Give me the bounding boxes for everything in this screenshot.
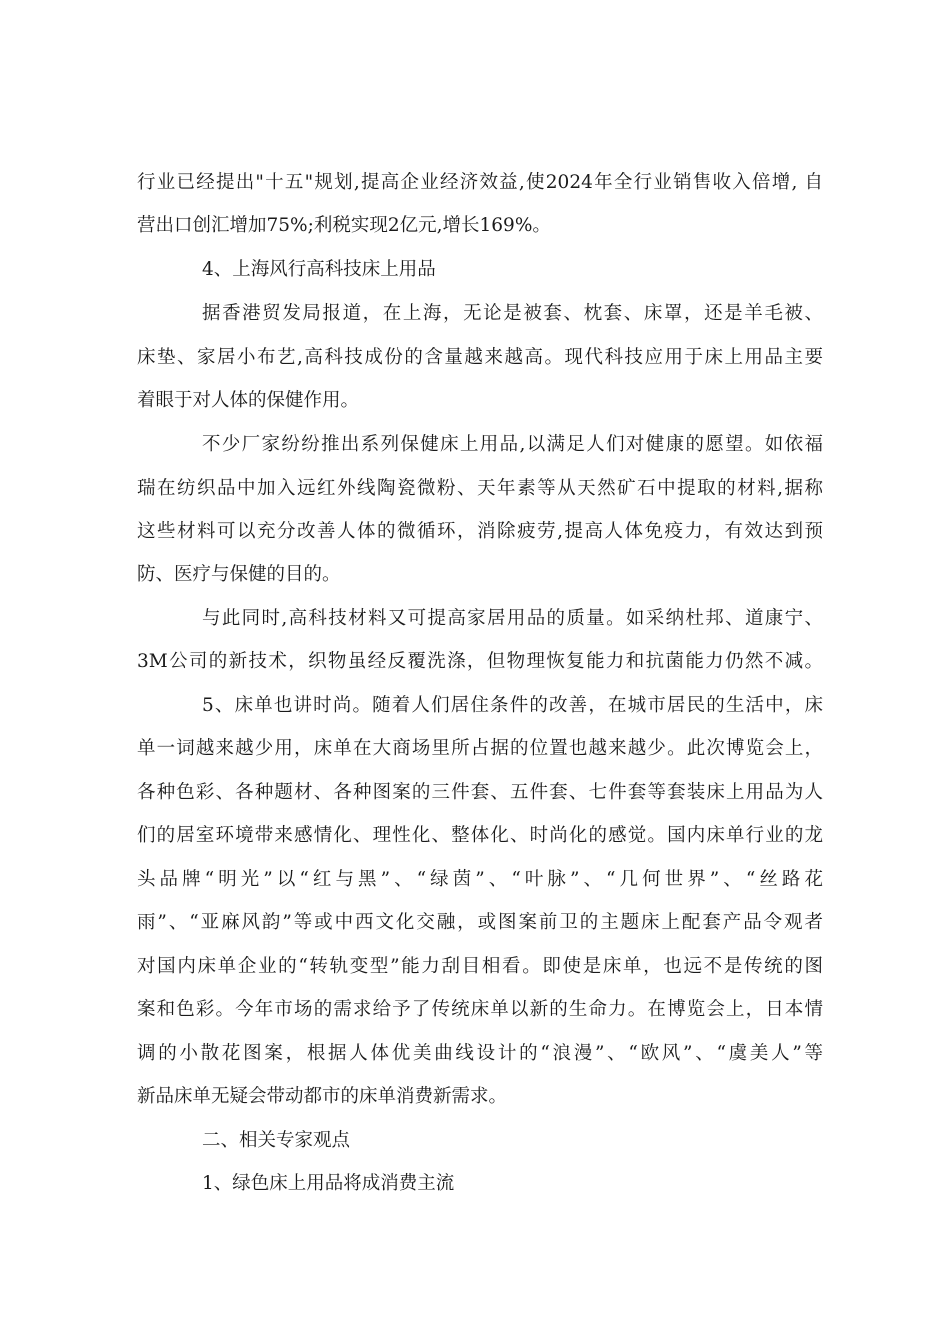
body-text-line: 营出口创汇增加75%;利税实现2亿元,增长169%。 [137,215,551,236]
body-text-line: 们的居室环境带来感情化、理性化、整体化、时尚化的感觉。国内床单行业的龙 [137,825,823,846]
body-text-line: 不少厂家纷纷推出系列保健床上用品,以满足人们对健康的愿望。如依福 [202,434,823,455]
body-text-line: 头品牌“明光”以“红与黑”、“绿茵”、“叶脉”、“几何世界”、“丝路花 [137,869,823,890]
body-text-line: 案和色彩。今年市场的需求给予了传统床单以新的生命力。在博览会上，日本情 [137,999,823,1020]
body-text-line: 床垫、家居小布艺,高科技成份的含量越来越高。现代科技应用于床上用品主要 [137,347,823,368]
body-text-line: 这些材料可以充分改善人体的微循环，消除疲劳,提高人体免疫力，有效达到预 [137,521,823,542]
body-text-line: 3M公司的新技术，织物虽经反覆洗涤，但物理恢复能力和抗菌能力仍然不减。 [137,651,823,672]
body-text-line: 各种色彩、各种题材、各种图案的三件套、五件套、七件套等套装床上用品为人 [137,782,823,803]
body-text-line: 5、床单也讲时尚。随着人们居住条件的改善，在城市居民的生活中，床 [202,695,823,716]
body-text-line: 防、医疗与保健的目的。 [137,564,341,585]
body-text-line: 对国内床单企业的“转轨变型”能力刮目相看。即使是床单，也远不是传统的图 [137,956,823,977]
section-heading: 4、上海风行高科技床上用品 [202,259,436,280]
body-text-line: 单一词越来越少用，床单在大商场里所占据的位置也越来越少。此次博览会上， [137,738,823,759]
section-heading: 二、相关专家观点 [202,1130,351,1151]
body-text-line: 瑞在纺织品中加入远红外线陶瓷微粉、天年素等从天然矿石中提取的材料,据称 [137,478,823,499]
body-text-line: 行业已经提出"十五"规划,提高企业经济效益,使2024年全行业销售收入倍增, 自 [137,172,823,193]
body-text-line: 与此同时,高科技材料又可提高家居用品的质量。如采纳杜邦、道康宁、 [202,608,823,629]
body-text-line: 着眼于对人体的保健作用。 [137,390,360,411]
body-text-line: 调的小散花图案，根据人体优美曲线设计的“浪漫”、“欧风”、“虞美人”等 [137,1043,823,1064]
body-text-line: 据香港贸发局报道，在上海，无论是被套、枕套、床罩，还是羊毛被、 [202,303,823,324]
subsection-heading: 1、绿色床上用品将成消费主流 [202,1173,455,1194]
body-text-line: 新品床单无疑会带动都市的床单消费新需求。 [137,1086,508,1107]
body-text-line: 雨”、“亚麻风韵”等或中西文化交融，或图案前卫的主题床上配套产品令观者 [137,912,823,933]
